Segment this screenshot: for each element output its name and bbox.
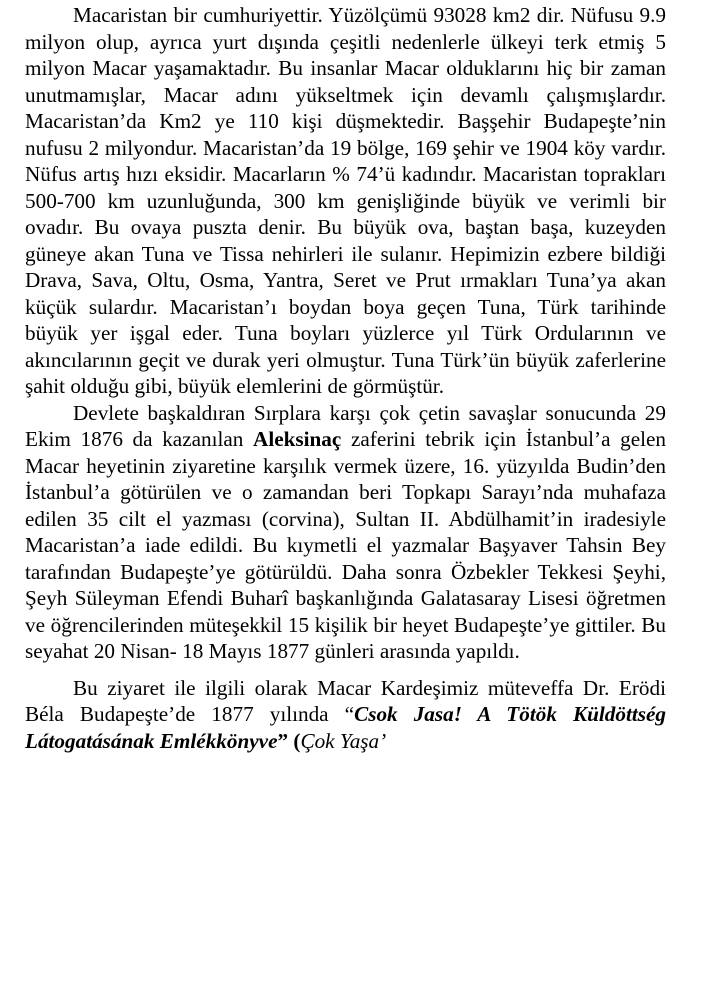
quote-close: ” (: [277, 728, 301, 753]
paragraph-text: Macaristan bir cumhuriyettir. Yüzölçümü 93028 km2 dir. Nüfusu 9.9 milyon olup, ayrıca yurt dışında çeşitli nedenlerle ülkeyi terk etmiş 5 milyon Macar yaşamaktadır. Bu insanlar Macar olduklarını hiç bir zaman unutmamışlar, Macar adını yükseltmek için devamlı çalışmışlardır. Macaristan’da Km2 ye 110 kişi düşmektedir. Başşehir Budapeşte’nin nufusu 2 milyondur. Macaristan’da 19 bölge, 169 şehir ve 1904 köy vardır. Nüfus artış hızı eksidir. Macarların % 74’ü kadındır. Macaristan toprakları 500-700 km uzunluğunda, 300 km genişliğinde büyük ve verimli bir ovadır. Bu ovaya puszta denir. Bu büyük ova, baştan başa, kuzeyden güneye akan Tuna ve Tissa nehirleri ile sulanır. Hepimizin ezbere bildiği Drava, Sava, Oltu, Osma, Yantra, Seret ve Prut ırmakları Tuna’ya akan küçük sulardır. Macaristan’ı boydan boya geçen Tuna, Türk tarihinde büyük yer işgal eder. Tuna boyları yüzlerce yıl Türk Ordularının ve akıncılarının geçit ve durak yeri olmuştur. Tuna Türk’ün büyük zaferlerine şahit olduğu gibi, büyük elemlerini de görmüştür.: [25, 3, 666, 398]
book-title: Csok Jasa! A Tötök Küldöttség Látogatásának Emlékkönyve: [25, 702, 666, 753]
paragraph-visit-memoir: [25, 675, 666, 755]
document-page: [25, 2, 666, 754]
paragraph-hungary-overview: [25, 2, 666, 400]
bold-term-aleksinac: Aleksinaç: [253, 427, 342, 451]
paragraph-text: zaferini tebrik için İstanbul’a gelen Macar heyetinin ziyaretine karşılık vermek üzere, 16. yüzyılda Budin’den İstanbul’a götürülen ve o zamandan beri Topkapı Sarayı’nda muhafaza edilen 35 cilt el yazması (corvina), Sultan II. Abdülhamit’in iradesiyle Macaristan’a iade edildi. Bu kıymetli el yazmalar Başyaver Tahsin Bey tarafından Budapeşte’ye götürüldü. Daha sonra Özbekler Tekkesi Şeyhi, Şeyh Süleyman Efendi Buharî başkanlığında Galatasaray Lisesi öğretmen ve öğrencilerinden müteşekkil 15 kişilik bir heyet Budapeşte’ye gittiler. Bu seyahat 20 Nisan- 18 Mayıs 1877 günleri arasında yapıldı.: [25, 427, 666, 663]
translation-start: Çok Yaşa’: [300, 728, 387, 753]
paragraph-text: Bu ziyaret ile ilgili olarak Macar Kardeşimiz müteveffa Dr. Erödi Béla Budapeşte’de 1877 yılında “: [25, 675, 666, 726]
paragraph-manuscripts-return: [25, 400, 666, 665]
paragraph-text: Devlete başkaldıran Sırplara karşı çok çetin savaşlar sonucunda 29 Ekim 1876 da kazanılan: [25, 400, 666, 451]
